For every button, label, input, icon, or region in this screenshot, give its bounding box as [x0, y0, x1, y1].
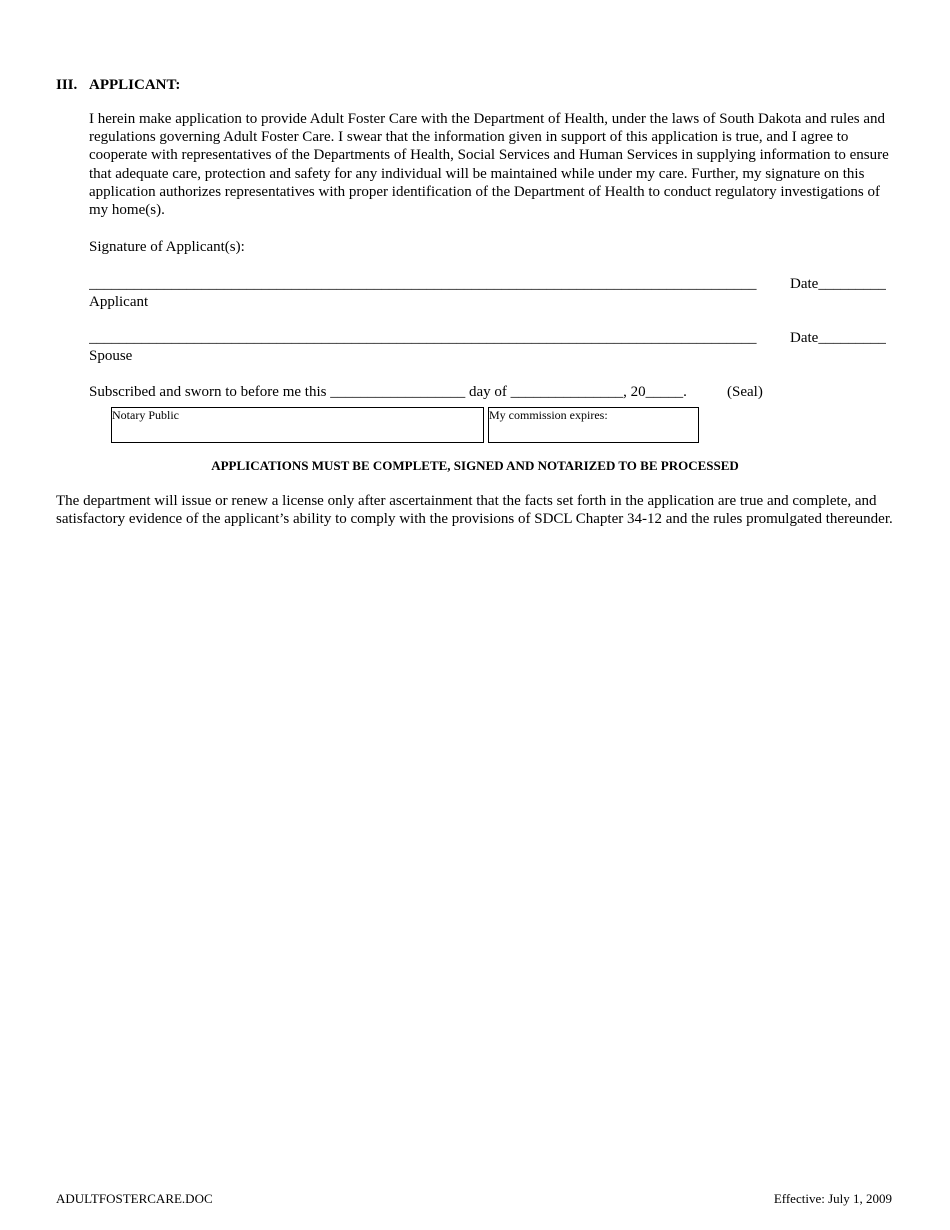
signature-heading: Signature of Applicant(s): [89, 239, 245, 255]
applicant-date-field[interactable]: Date_________ [790, 276, 886, 292]
section-title: APPLICANT: [89, 77, 181, 93]
applicant-signature-line[interactable]: _________________________________________________________________________________________ [89, 276, 757, 292]
processing-notice: APPLICATIONS MUST BE COMPLETE, SIGNED AND NOTARIZED TO BE PROCESSED [211, 458, 739, 473]
closing-paragraph: The department will issue or renew a license only after ascertainment that the facts set forth in the application are true and complete, and satisfactory evidence of the applicant’s ability to comply with the provisions of SDCL Chapter 34-12 and the rules promulgated thereunder. [56, 493, 893, 528]
footer-effective-date: Effective: July 1, 2009 [773, 1191, 892, 1206]
sworn-statement[interactable]: Subscribed and sworn to before me this __________________ day of _______________, 20_____. [89, 384, 687, 400]
commission-expires-label: My commission expires: [489, 408, 608, 422]
footer-filename: ADULTFOSTERCARE.DOC [56, 1191, 213, 1206]
section-number: III. [56, 77, 78, 93]
notary-public-label: Notary Public [112, 408, 179, 422]
commission-expires-box[interactable] [488, 407, 699, 443]
spouse-signature-line[interactable]: _________________________________________________________________________________________ [89, 330, 757, 346]
spouse-date-field[interactable]: Date_________ [790, 330, 886, 346]
spouse-caption: Spouse [89, 348, 133, 364]
seal-label: (Seal) [727, 384, 763, 400]
intro-paragraph: I herein make application to provide Adult Foster Care with the Department of Health, under the laws of South Dakota and rules and regulations governing Adult Foster Care. I swear that the information given in support of this application is true, and I agree to cooperate with representatives of the Departments of Health, Social Services and Human Services in supplying information to ensure that adequate care, protection and safety for any individual will be maintained while under my care. Further, my signature on this application authorizes representatives with proper identification of the Department of Health to conduct regulatory investigations of my home(s). [89, 111, 889, 219]
notary-public-box[interactable] [111, 407, 484, 443]
applicant-caption: Applicant [89, 294, 149, 310]
